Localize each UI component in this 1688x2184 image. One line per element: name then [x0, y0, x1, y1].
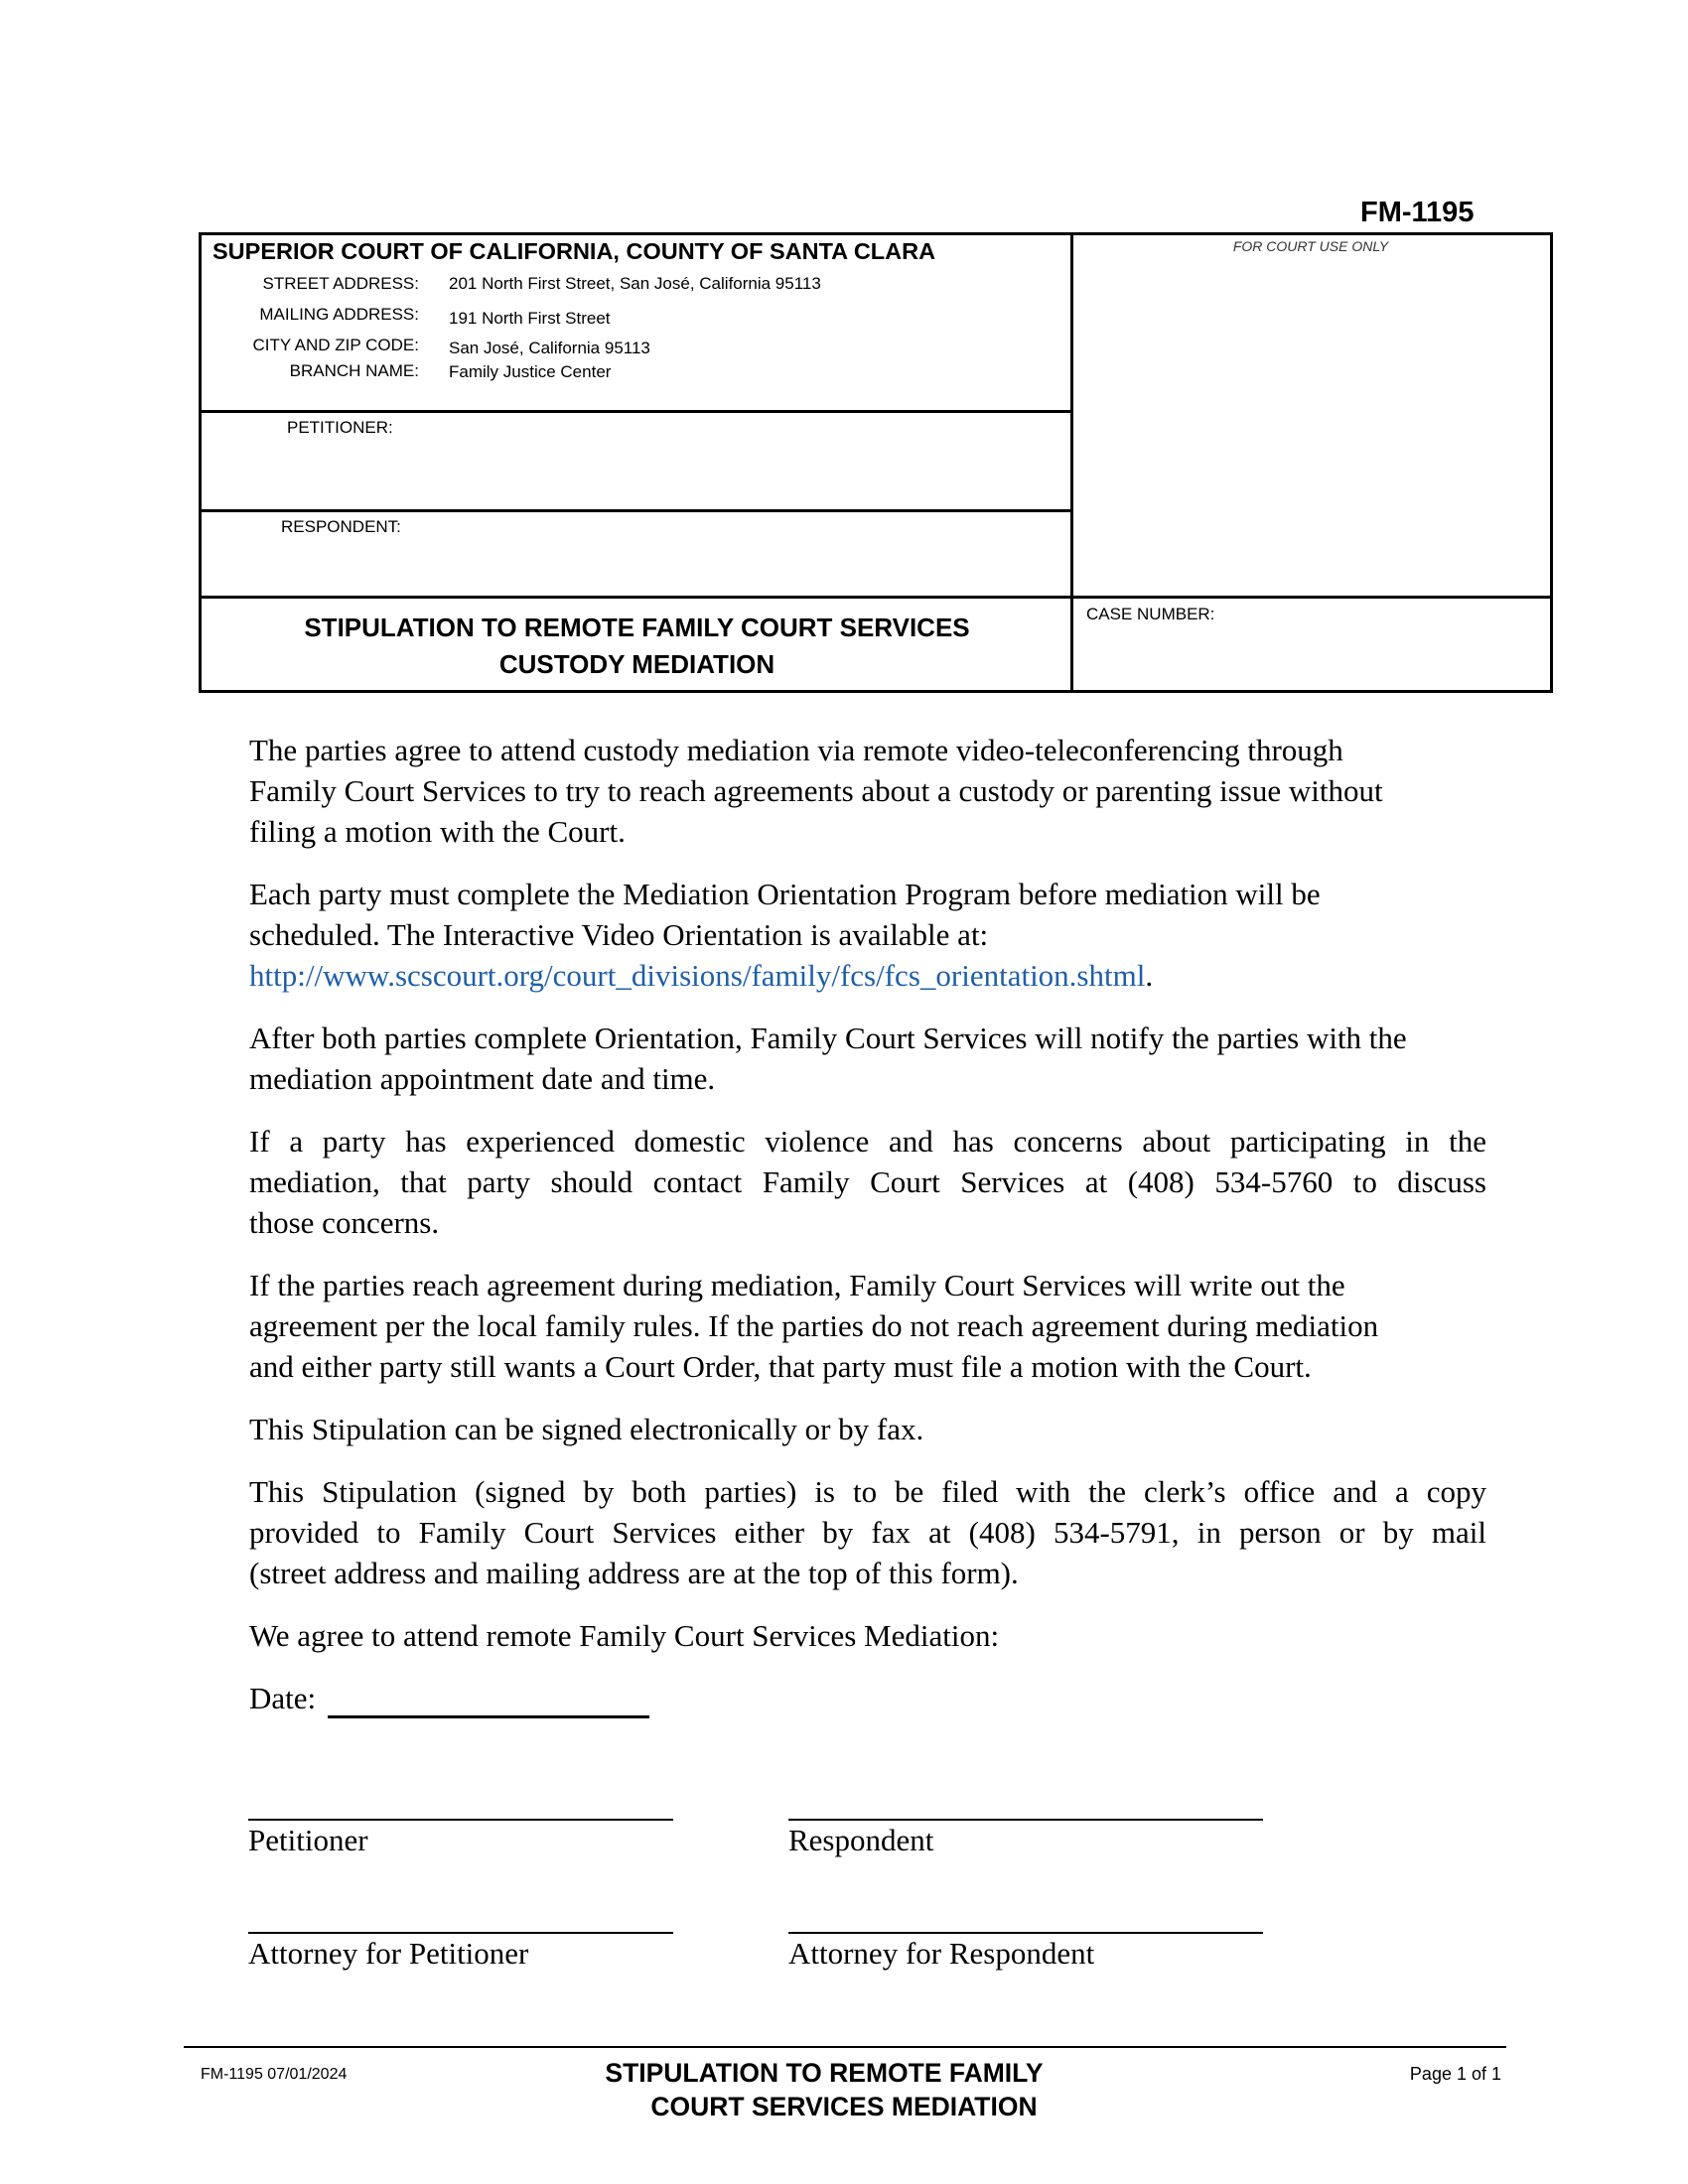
paragraph-mediation-agreement [249, 730, 1486, 852]
page-number: Page 1 of 1 [1409, 2064, 1501, 2084]
date-label: Date: [249, 1681, 317, 1715]
text-line: (street address and mailing address are at the top of this form). [249, 1556, 1019, 1590]
footer-title-line-1: STIPULATION TO REMOTE FAMILY [605, 2058, 1044, 2088]
orientation-link[interactable]: http://www.scscourt.org/court_divisions/family/fcs/fcs_orientation.shtml [249, 958, 1146, 993]
branch-name-value: Family Justice Center [449, 362, 612, 381]
caption-divider-court [199, 410, 1072, 413]
footer-title-line-2: COURT SERVICES MEDIATION [650, 2092, 1038, 2121]
document-title-line-2: CUSTODY MEDIATION [498, 649, 775, 679]
text-line: provided to Family Court Services either by fax at (408) 534-5791, in person or by mail [249, 1515, 1486, 1550]
street-address-label: STREET ADDRESS: [262, 274, 419, 293]
attorney-petitioner-signature-line[interactable] [248, 1932, 673, 1934]
text-line: those concerns. [249, 1205, 440, 1240]
branch-name-label: BRANCH NAME: [289, 361, 419, 380]
petitioner-field[interactable] [417, 442, 1062, 501]
mailing-address-label: MAILING ADDRESS: [259, 305, 419, 324]
attorney-petitioner-signature-label: Attorney for Petitioner [248, 1936, 529, 1971]
caption-divider-petitioner [199, 509, 1072, 512]
footer-form-code-date: FM-1195 07/01/2024 [201, 2066, 348, 2083]
court-name: SUPERIOR COURT OF CALIFORNIA, COUNTY OF SANTA CLARA [212, 238, 936, 264]
respondent-signature-line[interactable] [788, 1819, 1263, 1821]
body-text [249, 730, 1486, 1740]
street-address-value: 201 North First Street, San José, California 95113 [449, 274, 821, 293]
agreement-statement: We agree to attend remote Family Court Services Mediation: [249, 1618, 1000, 1653]
court-use-label: FOR COURT USE ONLY [1232, 238, 1389, 254]
paragraph-signing-method [249, 1409, 1486, 1449]
text-line: and either party still wants a Court Order, that party must file a motion with the Court. [249, 1349, 1312, 1384]
paragraph-agreement-outcome [249, 1265, 1486, 1387]
document-title [202, 610, 1072, 683]
text-line: scheduled. The Interactive Video Orientation is available at: [249, 917, 989, 952]
text-line [249, 955, 1486, 996]
caption-divider-title [199, 596, 1553, 599]
petitioner-signature-line[interactable] [248, 1819, 673, 1821]
footer-title [536, 2056, 1112, 2123]
paragraph-notification [249, 1018, 1486, 1099]
text-line: Each party must complete the Mediation Orientation Program before mediation will be [249, 877, 1321, 911]
respondent-label: RESPONDENT: [281, 517, 401, 536]
text-line: filing a motion with the Court. [249, 814, 626, 849]
city-zip-label: CITY AND ZIP CODE: [252, 336, 419, 354]
text-line: If the parties reach agreement during mediation, Family Court Services will write out the [249, 1268, 1345, 1302]
paragraph-we-agree [249, 1615, 1486, 1656]
text-line: This Stipulation (signed by both parties) is to be filed with the clerk’s office and a copy [249, 1474, 1486, 1509]
form-code: FM-1195 [1360, 197, 1475, 228]
text-line: agreement per the local family rules. If the parties do not reach agreement during mediation [249, 1308, 1379, 1343]
text-line: mediation, that party should contact Family Court Services at (408) 534-5760 to discuss [249, 1164, 1486, 1199]
mailing-address-value: 191 North First Street [449, 309, 611, 328]
respondent-field[interactable] [417, 541, 1062, 591]
footer-rule [184, 2046, 1506, 2048]
case-number-label: CASE NUMBER: [1086, 605, 1215, 623]
city-zip-value: San José, California 95113 [449, 339, 650, 357]
text-line: The parties agree to attend custody mediation via remote video-teleconferencing through [249, 733, 1343, 767]
text-line: After both parties complete Orientation, Family Court Services will notify the parties with the [249, 1021, 1407, 1055]
paragraph-orientation [249, 874, 1486, 996]
date-row [249, 1678, 1486, 1718]
paragraph-domestic-violence [249, 1121, 1486, 1243]
text-line: mediation appointment date and time. [249, 1061, 716, 1096]
petitioner-signature-label: Petitioner [248, 1823, 368, 1857]
date-field[interactable] [328, 1678, 649, 1718]
text-line: Family Court Services to try to reach agreements about a custody or parenting issue without [249, 773, 1383, 808]
attorney-respondent-signature-line[interactable] [788, 1932, 1263, 1934]
text-line: If a party has experienced domestic violence and has concerns about participating in the [249, 1124, 1486, 1159]
document-title-line-1: STIPULATION TO REMOTE FAMILY COURT SERVICES [304, 613, 970, 642]
case-number-field[interactable] [1086, 635, 1543, 685]
court-use-area [1074, 260, 1549, 594]
text-line: This Stipulation can be signed electronically or by fax. [249, 1412, 924, 1446]
paragraph-filing [249, 1471, 1486, 1593]
attorney-respondent-signature-label: Attorney for Respondent [788, 1936, 1095, 1971]
respondent-signature-label: Respondent [788, 1823, 934, 1857]
petitioner-label: PETITIONER: [287, 418, 393, 437]
link-suffix: . [1145, 958, 1154, 993]
